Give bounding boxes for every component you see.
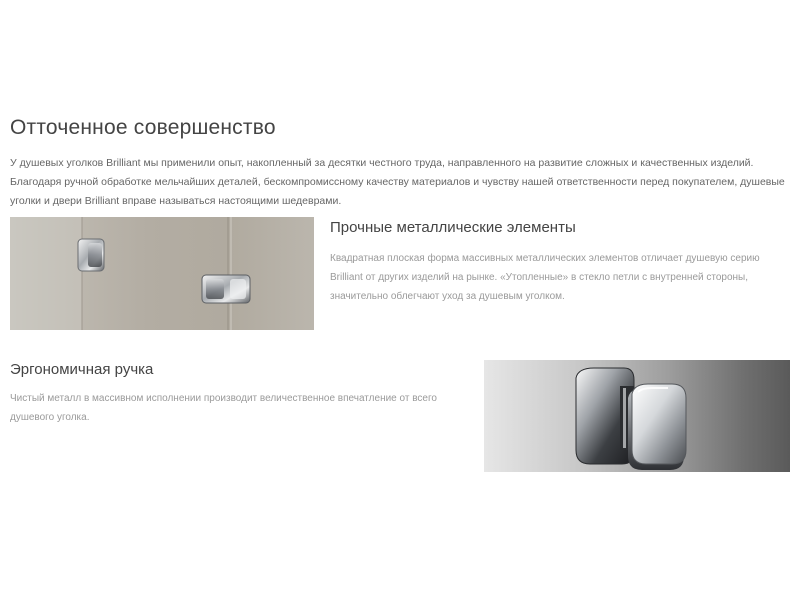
metal-elements-heading: Прочные металлические элементы bbox=[330, 219, 576, 236]
page-title: Отточенное совершенство bbox=[10, 116, 276, 139]
ergonomic-handle-text: Чистый металл в массивном исполнении производит величественное впечатление от всего душевого уголка. bbox=[10, 393, 437, 423]
glass-hinge-image bbox=[10, 217, 314, 330]
intro-text: У душевых уголков Brilliant мы применили опыт, накопленный за десятки честного труда, направленного на развитие сложных и качественных изделий. Благодаря ручной обработке мельчайших деталей, бескомпромиссному качеству материалов и чувству нашей ответственности перед покупателем, душевые уголки и двери Brilliant вправе называться настоящими шедеврами. bbox=[10, 157, 785, 207]
chrome-handle-image bbox=[484, 360, 790, 472]
metal-elements-text: Квадратная плоская форма массивных металлических элементов отличает душевую серию Brilliant от других изделий на рынке. «Утопленные» в стекло петли с внутренней стороны, значительно облегчают уход за душевым уголком. bbox=[330, 253, 760, 302]
ergonomic-handle-heading: Эргономичная ручка bbox=[10, 361, 154, 378]
